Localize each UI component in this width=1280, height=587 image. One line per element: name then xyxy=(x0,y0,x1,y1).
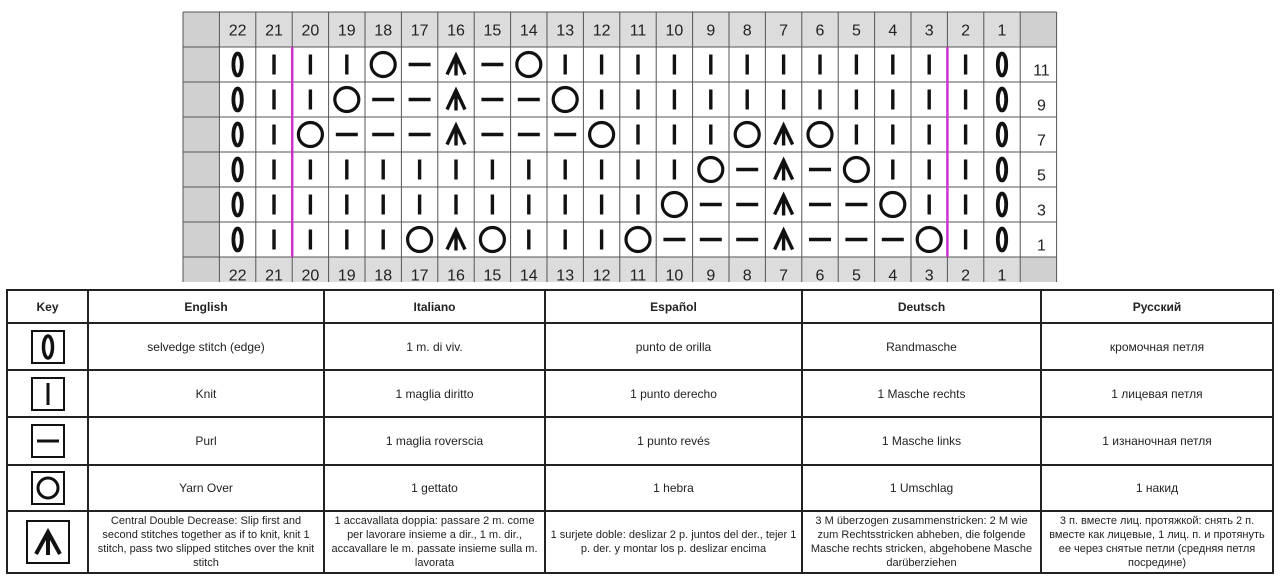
column-number-bottom: 21 xyxy=(265,267,283,282)
legend-italiano: 1 accavallata doppia: passare 2 m. come per lavorare insieme a dir., 1 m. dir., accavallare le m. passate insieme sulla m. lavorata xyxy=(324,511,545,573)
knitting-chart xyxy=(0,0,1280,282)
central-double-decrease-icon xyxy=(26,520,70,564)
column-number-bottom: 4 xyxy=(888,267,898,282)
legend-key-cell xyxy=(7,370,88,417)
selvedge-icon xyxy=(31,330,65,364)
column-number-bottom: 16 xyxy=(447,267,465,282)
column-number-bottom: 19 xyxy=(337,267,356,282)
row-number: 1 xyxy=(1036,237,1046,255)
legend-row-knit xyxy=(7,370,1273,417)
column-number-top: 11 xyxy=(629,22,647,40)
legend-header-deutsch: Deutsch xyxy=(802,290,1041,323)
column-number-top: 15 xyxy=(483,22,502,40)
column-number-top: 4 xyxy=(888,22,898,40)
column-number-top: 17 xyxy=(410,22,429,40)
column-number-bottom: 9 xyxy=(706,267,716,282)
yarn-over-icon xyxy=(31,471,65,505)
legend-english: Yarn Over xyxy=(88,465,324,511)
legend-row-purl xyxy=(7,417,1273,465)
row-number: 7 xyxy=(1036,132,1046,150)
purl-icon xyxy=(31,424,65,458)
legend-row-selvedge xyxy=(7,323,1273,370)
legend-espanol: 1 hebra xyxy=(545,465,802,511)
row-number: 9 xyxy=(1036,97,1046,115)
row-number: 3 xyxy=(1036,202,1046,220)
column-number-bottom: 22 xyxy=(228,267,247,282)
legend-row-central-double-decrease xyxy=(7,511,1273,573)
legend-header-russian: Русский xyxy=(1041,290,1273,323)
column-number-bottom: 1 xyxy=(997,267,1007,282)
legend-header-italiano: Italiano xyxy=(324,290,545,323)
knit-icon xyxy=(31,377,65,411)
column-number-bottom: 18 xyxy=(374,267,393,282)
legend-header-espanol: Español xyxy=(545,290,802,323)
legend-russian: 3 п. вместе лиц. протяжкой: снять 2 п. вместе как лицевые, 1 лиц. п. и протянуть ее через снятые петли (средняя петля посредине) xyxy=(1041,511,1273,573)
legend-deutsch: 1 Masche links xyxy=(802,417,1041,465)
column-number-top: 6 xyxy=(815,22,825,40)
legend-italiano: 1 gettato xyxy=(324,465,545,511)
legend-header-key: Key xyxy=(7,290,88,323)
legend-deutsch: Randmasche xyxy=(802,323,1041,370)
column-number-top: 19 xyxy=(337,22,356,40)
column-number-bottom: 3 xyxy=(924,267,934,282)
legend-italiano: 1 m. di viv. xyxy=(324,323,545,370)
row-number: 5 xyxy=(1036,167,1046,185)
legend-russian: 1 изнаночная петля xyxy=(1041,417,1273,465)
legend-english: Knit xyxy=(88,370,324,417)
column-number-bottom: 2 xyxy=(961,267,971,282)
column-number-top: 20 xyxy=(301,22,320,40)
column-number-bottom: 6 xyxy=(815,267,825,282)
column-number-bottom: 20 xyxy=(301,267,320,282)
legend-english: Central Double Decrease: Slip first and second stitches together as if to knit, knit 1 stitch, pass two slipped stitches over the knit stitch xyxy=(88,511,324,573)
legend-key-cell xyxy=(7,465,88,511)
column-number-top: 1 xyxy=(997,22,1007,40)
legend-key-cell xyxy=(7,417,88,465)
column-number-bottom: 15 xyxy=(483,267,502,282)
legend-english: Purl xyxy=(88,417,324,465)
legend-espanol: 1 punto revés xyxy=(545,417,802,465)
column-number-top: 16 xyxy=(447,22,465,40)
column-number-top: 9 xyxy=(706,22,716,40)
stitch-legend-table xyxy=(6,289,1274,574)
column-number-top: 2 xyxy=(961,22,971,40)
legend-header-row xyxy=(7,290,1273,323)
column-number-bottom: 12 xyxy=(592,267,611,282)
column-number-top: 10 xyxy=(665,22,684,40)
column-number-top: 7 xyxy=(779,22,789,40)
column-number-bottom: 11 xyxy=(629,267,647,282)
legend-italiano: 1 maglia diritto xyxy=(324,370,545,417)
column-number-bottom: 8 xyxy=(742,267,752,282)
legend-espanol: 1 punto derecho xyxy=(545,370,802,417)
column-number-top: 12 xyxy=(592,22,611,40)
row-number: 11 xyxy=(1033,62,1050,80)
column-number-top: 8 xyxy=(742,22,752,40)
legend-english: selvedge stitch (edge) xyxy=(88,323,324,370)
column-number-top: 14 xyxy=(519,22,538,40)
legend-italiano: 1 maglia roverscia xyxy=(324,417,545,465)
column-number-bottom: 7 xyxy=(779,267,789,282)
column-number-top: 3 xyxy=(924,22,934,40)
legend-deutsch: 1 Masche rechts xyxy=(802,370,1041,417)
column-number-top: 13 xyxy=(556,22,575,40)
column-number-top: 22 xyxy=(228,22,247,40)
column-number-top: 18 xyxy=(374,22,393,40)
column-number-top: 21 xyxy=(265,22,283,40)
legend-key-cell xyxy=(7,511,88,573)
column-number-bottom: 17 xyxy=(410,267,429,282)
legend-espanol: punto de orilla xyxy=(545,323,802,370)
legend-espanol: 1 surjete doble: deslizar 2 p. juntos del der., tejer 1 p. der. y montar los p. deslizar encima xyxy=(545,511,802,573)
column-number-bottom: 10 xyxy=(665,267,684,282)
legend-deutsch: 1 Umschlag xyxy=(802,465,1041,511)
legend-header-english: English xyxy=(88,290,324,323)
legend-russian: 1 накид xyxy=(1041,465,1273,511)
column-number-bottom: 13 xyxy=(556,267,575,282)
column-number-top: 5 xyxy=(851,22,861,40)
legend-russian: 1 лицевая петля xyxy=(1041,370,1273,417)
legend-row-yarn-over xyxy=(7,465,1273,511)
legend-key-cell xyxy=(7,323,88,370)
legend-russian: кромочная петля xyxy=(1041,323,1273,370)
column-number-bottom: 14 xyxy=(519,267,538,282)
column-number-bottom: 5 xyxy=(851,267,861,282)
legend-deutsch: 3 M überzogen zusammenstricken: 2 M wie zum Rechtsstricken abheben, die folgende Masche rechts stricken, abgehobene Masche darüberziehen xyxy=(802,511,1041,573)
